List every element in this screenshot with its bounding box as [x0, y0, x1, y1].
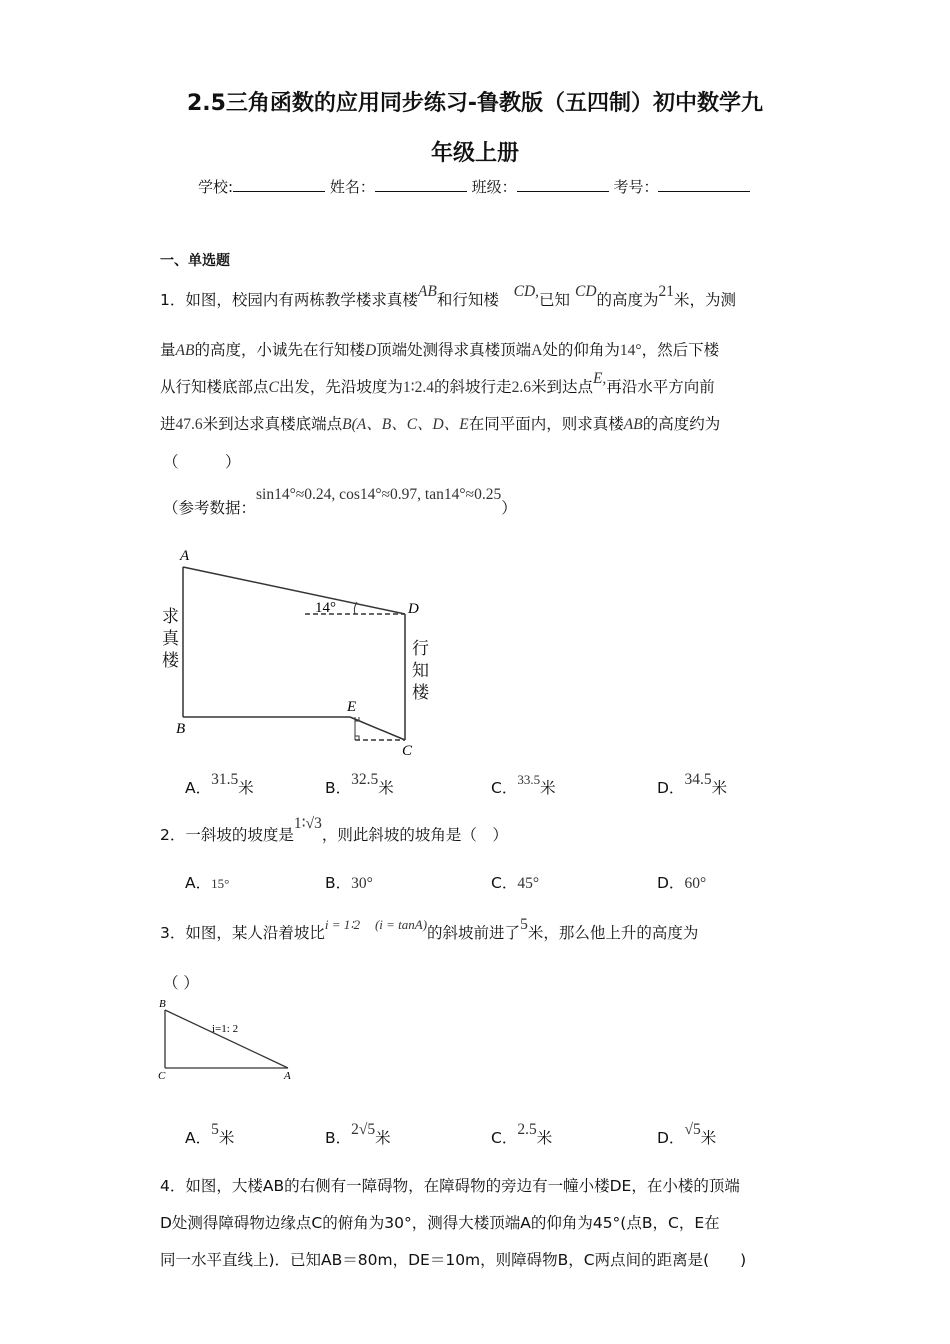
option-unit: 米	[700, 1129, 717, 1147]
math: 5	[520, 916, 528, 933]
text: 的高度为	[596, 291, 659, 309]
q1-answer-paren: （ ）	[163, 453, 241, 471]
text: 的高度，小诚先在行知楼	[194, 341, 365, 359]
q1-figure	[150, 540, 450, 760]
option-key: A．	[185, 1129, 212, 1147]
label-B: B	[176, 721, 186, 737]
option-value: 2√5	[351, 1121, 376, 1138]
option-key: C．	[491, 779, 518, 797]
text: 从行知楼底部点	[160, 378, 269, 396]
label-left-building: 求真楼	[162, 607, 179, 671]
option-key: B．	[325, 779, 352, 797]
angle-label: 14°	[315, 600, 336, 616]
label-A: A	[284, 1070, 291, 1082]
option-unit: 米	[218, 1129, 235, 1147]
option-value: 31.5	[211, 771, 239, 788]
text: 2．一斜坡的坡度是	[160, 826, 294, 844]
text: 的斜坡行走	[434, 378, 512, 396]
option-value: 30°	[351, 875, 373, 892]
option-value: 60°	[684, 875, 707, 892]
option-b[interactable]	[325, 871, 373, 893]
text: ，然后下楼	[641, 341, 720, 359]
label-E: E	[347, 699, 357, 715]
math: 47.6	[175, 416, 203, 433]
q1-reference	[163, 486, 517, 518]
class-label: 班级：	[471, 178, 517, 196]
text: 在同平面内，则求真楼	[468, 415, 624, 433]
option-value: 45°	[517, 875, 540, 892]
label-C: C	[402, 743, 413, 759]
number-blank[interactable]	[658, 177, 750, 192]
q4-line-1: 4．如图，大楼AB的右侧有一障碍物，在障碍物的旁边有一幢小楼DE，在小楼的顶端	[160, 1177, 740, 1195]
line-EC	[350, 717, 405, 740]
option-c[interactable]	[491, 772, 556, 798]
option-unit: 米	[540, 779, 556, 797]
math: CD,	[513, 283, 540, 300]
option-d[interactable]	[657, 1121, 717, 1148]
option-c[interactable]	[491, 871, 539, 893]
line-BA	[165, 1010, 288, 1068]
text: （参考数据：	[163, 499, 257, 517]
math: 21	[658, 283, 675, 300]
q1-line-4	[160, 412, 720, 434]
math: AB	[623, 416, 643, 433]
math: AB	[417, 283, 437, 300]
line-AD	[183, 567, 405, 614]
math: 2.6	[511, 379, 531, 396]
label-A: A	[180, 548, 190, 564]
option-unit: 米	[711, 779, 728, 797]
text: 再沿水平方向前	[606, 378, 715, 396]
name-blank[interactable]	[375, 177, 467, 192]
option-value: 34.5	[684, 771, 712, 788]
q3-text	[160, 916, 699, 943]
class-blank[interactable]	[517, 177, 609, 192]
option-unit: 米	[536, 1129, 553, 1147]
slope-label: i=1: 2	[212, 1023, 239, 1035]
math: (i = tanA)	[374, 917, 428, 932]
text: 和行知楼	[436, 291, 499, 309]
option-c[interactable]	[491, 1121, 553, 1148]
text: 1．如图，校园内有两栋教学楼求真楼	[160, 291, 418, 309]
option-value: 2.5	[517, 1121, 537, 1138]
text: 米，那么他上升的高度为	[527, 924, 699, 942]
option-value: 5	[211, 1121, 219, 1138]
text: 的高度约为	[642, 415, 721, 433]
math: D	[364, 342, 377, 359]
option-key: B．	[325, 1129, 352, 1147]
math: i = 1∶2	[324, 917, 361, 932]
option-d[interactable]	[657, 871, 706, 893]
math: A	[531, 342, 543, 359]
text: 米到达点	[530, 378, 593, 396]
school-label: 学校:	[198, 178, 234, 196]
q1-line-1	[160, 283, 737, 310]
text: 3．如图，某人沿着坡比	[160, 924, 325, 942]
q3-figure	[150, 995, 310, 1085]
math: AB	[175, 342, 195, 359]
option-unit: 米	[238, 779, 254, 797]
text: 顶端处测得求真楼顶端	[376, 341, 532, 359]
option-value: 15°	[211, 876, 230, 891]
option-a[interactable]	[185, 771, 254, 798]
math: CD	[574, 283, 597, 300]
option-unit: 米	[375, 1129, 391, 1147]
option-key: A．	[185, 874, 212, 892]
number-label: 考号：	[613, 178, 659, 196]
text: 已知	[539, 291, 571, 309]
title-line-1: 2.5三角函数的应用同步练习-鲁教版（五四制）初中数学九	[186, 91, 764, 116]
title-line-2: 年级上册	[430, 141, 519, 166]
option-d[interactable]	[657, 771, 728, 798]
option-value: √5	[684, 1121, 701, 1138]
option-key: D．	[657, 779, 685, 797]
label-D: D	[408, 601, 419, 617]
q4-line-3: 同一水平直线上)．已知AB＝80m，DE＝10m，则障碍物B，C两点间的距离是( )	[160, 1251, 747, 1269]
option-key: D．	[657, 874, 685, 892]
option-key: D．	[657, 1129, 685, 1147]
option-a[interactable]	[185, 1121, 235, 1148]
math: sin14°≈0.24, cos14°≈0.97, tan14°≈0.25	[256, 486, 502, 503]
text: ，则此斜坡的坡角是（ ）	[321, 826, 508, 844]
math: C	[268, 379, 279, 396]
q4-line-2: D处测得障碍物边缘点C的俯角为30°，测得大楼顶端A的仰角为45°(点B，C，E在	[160, 1214, 720, 1232]
school-blank[interactable]	[233, 177, 325, 192]
option-key: C．	[491, 874, 518, 892]
text: 进	[160, 415, 176, 433]
option-b[interactable]	[325, 1121, 391, 1148]
math: 14°	[619, 342, 642, 359]
section-heading: 一、单选题	[160, 253, 230, 269]
text: 米到达求真楼底端点	[202, 415, 343, 433]
option-b[interactable]	[325, 771, 394, 798]
option-value: 32.5	[351, 771, 379, 788]
label-right-building: 行知楼	[412, 639, 429, 703]
text: 的斜坡前进了	[427, 924, 521, 942]
label-C: C	[158, 1070, 166, 1082]
option-a[interactable]	[185, 871, 229, 893]
option-unit: 米	[378, 779, 394, 797]
q2-text	[160, 815, 508, 845]
option-key: A．	[185, 779, 212, 797]
text: ）	[501, 499, 517, 517]
math: 1∶2.4	[402, 379, 435, 396]
text: 量	[160, 341, 176, 359]
math: E,	[592, 370, 607, 387]
text: 米，为测	[674, 291, 737, 309]
student-info	[198, 176, 750, 197]
option-key: B．	[325, 874, 352, 892]
text: 出发，先沿坡度为	[278, 378, 403, 396]
math: 1∶√3	[293, 815, 322, 832]
option-value: 33.5	[517, 772, 541, 787]
text: 处的仰角为	[542, 341, 620, 359]
option-key: C．	[491, 1129, 518, 1147]
q1-line-3	[160, 370, 715, 397]
name-label: 姓名：	[329, 178, 375, 196]
math: B(A、B、C、D、E	[342, 416, 469, 433]
q3-answer-paren: （ ）	[163, 974, 199, 992]
label-B: B	[159, 998, 166, 1010]
q1-line-2	[160, 338, 719, 360]
